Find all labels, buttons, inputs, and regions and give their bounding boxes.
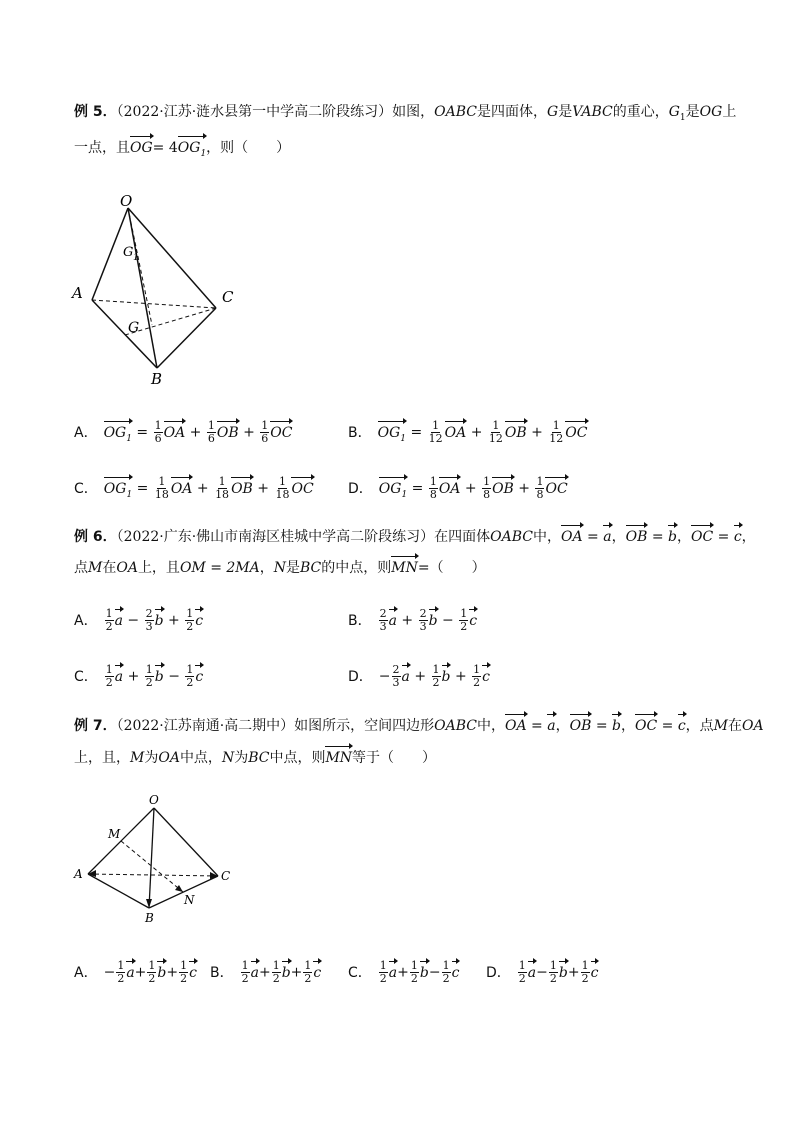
den: 3 (145, 620, 153, 633)
ex7-text: 上，且， (74, 750, 130, 766)
vector-b: b (281, 964, 291, 981)
sign: − (103, 964, 116, 981)
fraction (419, 608, 428, 633)
sub: 1 (126, 489, 133, 500)
fraction (548, 420, 564, 445)
vector-a: a (527, 964, 537, 981)
label-N: N (184, 893, 195, 907)
ex6-text: 上，且 (137, 560, 180, 576)
vector-OA: OA (438, 480, 461, 497)
vector-a: a (603, 529, 612, 545)
fraction (392, 664, 401, 689)
operator: + (567, 964, 580, 981)
edge-AC (88, 874, 218, 876)
den: 8 (536, 488, 544, 501)
num: 1 (278, 475, 286, 488)
ex6-var: N (273, 560, 286, 576)
den: 3 (379, 620, 387, 633)
vector-c: c (469, 612, 478, 629)
ex6-text: =（ ） (417, 560, 486, 576)
ex5-option-d[interactable]: D． $OG_1$ = $\frac{1}{8}$ OA + $\frac{1}{8}$ OB + $\frac{1}{8}$ OC (348, 476, 568, 504)
option-letter: A． (74, 964, 98, 981)
vector-a: a (114, 612, 123, 629)
num: 1 (261, 419, 269, 432)
operator: + (397, 964, 409, 981)
option-letter: C． (348, 964, 372, 981)
ex5-option-c[interactable]: C． $OG_1$ = $\frac{1}{18}$ OA + $\frac{1}{18}$ OB + $\frac{1}{18}$ OC (74, 476, 314, 504)
vector-a: a (250, 964, 259, 981)
den: 2 (180, 972, 188, 985)
label-O: O (120, 192, 133, 210)
fraction (303, 960, 312, 985)
operator: + (401, 612, 414, 629)
vector-OB: OB (625, 529, 648, 545)
label-O: O (149, 793, 159, 807)
fraction (549, 960, 558, 985)
ex7-source: （2022·江苏南通·高二期中） (116, 718, 295, 734)
num: 1 (218, 475, 226, 488)
num: 1 (207, 419, 215, 432)
label-G1-sub: 1 (133, 253, 139, 263)
ex7-var: OABC (434, 718, 478, 734)
fraction (410, 960, 419, 985)
vector-OG1 (378, 423, 406, 449)
den: 2 (442, 972, 450, 985)
vector-a: a (126, 964, 135, 981)
ex7-text: 在 (728, 718, 743, 734)
num: 1 (473, 663, 481, 676)
ex7-quadrilateral-figure (70, 790, 240, 930)
ex7-text: ，点 (685, 718, 714, 734)
ex5-sub: 1 (679, 112, 686, 123)
vector-c: c (451, 964, 460, 981)
den: 2 (186, 620, 194, 633)
option-letter: C． (74, 480, 98, 497)
fraction (488, 420, 504, 445)
fraction (145, 608, 154, 633)
vector-OB: OB (504, 424, 527, 441)
operator: + (127, 668, 140, 685)
ex7-option-c[interactable] (348, 960, 459, 985)
num: 1 (241, 959, 249, 972)
vector-b: b (558, 964, 568, 981)
fraction (581, 960, 590, 985)
num: 1 (186, 663, 194, 676)
den: 2 (148, 972, 156, 985)
ex6-text: ， (259, 560, 274, 576)
vector-OG1 (104, 479, 132, 505)
den: 8 (429, 488, 437, 501)
vector-OC: OC (634, 718, 658, 734)
vector-OC: OC (270, 424, 293, 441)
ex6-option-c[interactable] (74, 664, 203, 689)
vector-a: a (388, 964, 398, 981)
option-letter: B． (348, 424, 372, 441)
fraction (116, 960, 125, 985)
num: 1 (148, 959, 156, 972)
ex7-stem-line2 (74, 748, 436, 768)
ex6-var: OA (116, 560, 138, 576)
num: 2 (145, 607, 153, 620)
ex7-text: 如图所示，空间四边形 (294, 718, 435, 734)
vector-OC: OC (545, 480, 568, 497)
num: 1 (105, 663, 113, 676)
den: 2 (145, 676, 153, 689)
option-letter: B． (348, 612, 372, 629)
vector-MN: MN (325, 750, 353, 766)
sub: 1 (401, 489, 408, 500)
vector-OG1-text: OG (177, 140, 201, 156)
label-B: B (151, 370, 163, 388)
ex5-stem-line2 (74, 138, 290, 164)
label-M: M (108, 827, 121, 841)
ex5-text: 是四面体， (477, 104, 548, 120)
fraction (105, 608, 114, 633)
vector-OA: OA (163, 424, 186, 441)
num: 1 (442, 959, 450, 972)
ex5-option-a[interactable]: A． $OG_1$ = $\frac{1}{6}$ OA + $\frac{1}{6}$ OB + $\frac{1}{6}$ OC (74, 420, 292, 448)
ex7-text: 中， (477, 718, 506, 734)
ex5-text: 是 (685, 104, 700, 120)
den: 2 (410, 972, 418, 985)
ex6-var: BC (299, 560, 322, 576)
label-C: C (221, 869, 231, 883)
operator: + (258, 964, 271, 981)
fraction (147, 960, 156, 985)
ex6-text: 在四面体 (434, 529, 491, 545)
ex7-var: M (130, 750, 145, 766)
fraction (379, 960, 388, 985)
den: 2 (105, 620, 113, 633)
vector-c: c (482, 668, 490, 685)
ex5-text: 的重心， (612, 104, 669, 120)
num: 1 (552, 419, 560, 432)
num: 2 (379, 607, 387, 620)
vector-OC: OC (565, 424, 588, 441)
vector-a: a (401, 668, 410, 685)
vector-OA: OA (170, 480, 193, 497)
vector-c: c (313, 964, 322, 981)
ex5-sub: 1 (200, 148, 207, 159)
vector-text: OG (378, 480, 402, 497)
vector-b: b (428, 612, 438, 629)
vector-OG1 (178, 138, 206, 164)
vector-OC: OC (690, 529, 714, 545)
vector-c: c (733, 529, 742, 545)
vector-OA: OA (561, 529, 583, 545)
vector-c: c (195, 612, 204, 629)
vector-OB: OB (216, 424, 239, 441)
num: 1 (549, 959, 557, 972)
den: 12 (488, 432, 503, 445)
vector-text: OG (377, 424, 401, 441)
vector-b: b (668, 529, 677, 545)
ex7-text: 为 (234, 750, 249, 766)
den: 12 (549, 432, 564, 445)
label-A: A (74, 867, 83, 881)
option-letter: A． (74, 612, 98, 629)
ex5-var: VABC (572, 104, 613, 120)
num: 1 (272, 959, 280, 972)
ex7-stem-line1: 例 7．（2022·江苏南通·高二期中）如图所示，空间四边形OABC中，OA = a，OB = b，OC = c，点M在OA (74, 718, 764, 734)
den: 2 (304, 972, 312, 985)
ex5-var: G (547, 104, 559, 120)
ex7-var: OA (158, 750, 180, 766)
operator: − (536, 964, 548, 981)
edge-AB (88, 874, 149, 908)
den: 8 (483, 488, 491, 501)
option-letter: B． (210, 964, 234, 981)
operator: + (290, 964, 303, 981)
vector-OB: OB (492, 480, 514, 497)
ex6-var: OABC (490, 529, 534, 545)
ex6-text: 点 (74, 560, 88, 576)
edge-AC (92, 300, 216, 308)
edge-OB (149, 808, 154, 908)
ex5-text: 是 (558, 104, 573, 120)
den: 2 (241, 972, 249, 985)
option-letter: D． (348, 668, 373, 685)
operator: + (454, 668, 467, 685)
edge-OC (154, 808, 218, 876)
fraction (274, 476, 290, 501)
ex6-source: （2022·广东·佛山市南海区桂城中学高二阶段练习） (116, 529, 435, 545)
den: 12 (428, 432, 443, 445)
ex7-text: 等于（ ） (352, 750, 437, 766)
num: 1 (158, 475, 166, 488)
ex7-var: BC (248, 750, 270, 766)
ex7-text: 中点， (179, 750, 222, 766)
fraction (185, 664, 194, 689)
den: 6 (261, 432, 269, 445)
num: 1 (429, 475, 437, 488)
operator: − (428, 964, 441, 981)
vector-b: b (154, 612, 164, 629)
ex7-text: 为 (144, 750, 159, 766)
label-B: B (145, 911, 154, 925)
ex6-text: 是 (285, 560, 300, 576)
option-letter: C． (74, 668, 98, 685)
ex7-var: N (221, 750, 235, 766)
ex5-text: ，则（ ） (206, 140, 291, 156)
ex7-option-d[interactable] (486, 960, 598, 985)
fraction (272, 960, 281, 985)
edge-OB (128, 208, 157, 368)
fraction (105, 664, 114, 689)
vector-OB: OB (231, 480, 253, 497)
fraction (179, 960, 188, 985)
ex7-option-a[interactable] (74, 960, 197, 985)
num: 1 (518, 959, 526, 972)
vector-OA: OA (505, 718, 527, 734)
fraction (518, 960, 527, 985)
fraction (459, 608, 468, 633)
num: 1 (304, 959, 312, 972)
ex6-var: M (88, 560, 103, 576)
ex6-option-b[interactable] (348, 608, 477, 633)
ex5-option-b[interactable]: B． $OG_1$ = $\frac{1}{12}$ OA + $\frac{1}{12}$ OB + $\frac{1}{12}$ OC (348, 420, 588, 448)
num: 1 (154, 419, 162, 432)
ex5-var: OG (699, 104, 723, 120)
ex6-text: 在 (102, 560, 117, 576)
ex5-source: （2022·江苏·涟水县第一中学高二阶段练习） (116, 104, 393, 120)
ex7-var: OA (742, 718, 764, 734)
ex6-stem-line1: 例 6．（2022·广东·佛山市南海区桂城中学高二阶段练习）在四面体OABC中，OA = a，OB = b，OC = c， (74, 529, 756, 545)
vector-OG1 (379, 479, 407, 505)
num: 1 (432, 663, 440, 676)
ex6-text: 中， (533, 529, 562, 545)
den: 6 (154, 432, 162, 445)
ex5-text: = 4 (152, 140, 178, 156)
vector-b: b (419, 964, 429, 981)
label-A: A (72, 284, 83, 302)
ex5-text: 上 (722, 104, 737, 120)
ex7-option-b[interactable] (210, 960, 321, 985)
num: 1 (117, 959, 125, 972)
operator: − (442, 612, 454, 629)
ex5-text: 如图， (392, 104, 435, 120)
ex6-option-d[interactable] (348, 664, 490, 689)
den: 2 (432, 676, 440, 689)
fraction (429, 476, 438, 501)
fraction (154, 420, 163, 445)
ex6-label: 例 6． (74, 529, 117, 545)
vector-OC: OC (291, 480, 314, 497)
label-C: C (222, 288, 234, 306)
ex7-text: 中点，则 (269, 750, 326, 766)
vector-c: c (189, 964, 197, 981)
den: 2 (473, 676, 481, 689)
operator: + (168, 612, 180, 629)
ex5-tetrahedron-figure (70, 190, 250, 390)
operator: − (127, 612, 140, 629)
den: 2 (460, 620, 468, 633)
fraction (185, 608, 194, 633)
operator: + (414, 668, 427, 685)
vector-a: a (388, 612, 397, 629)
vector-MN: MN (391, 560, 418, 576)
ex5-var: G (668, 104, 680, 120)
num: 1 (410, 959, 418, 972)
ex5-text: 一点，且 (74, 140, 130, 156)
num: 2 (392, 663, 400, 676)
operator: + (134, 964, 147, 981)
fraction (260, 420, 269, 445)
num: 1 (379, 959, 387, 972)
operator: + (166, 964, 179, 981)
num: 1 (180, 959, 188, 972)
vector-text: OG (103, 424, 127, 441)
vector-c: c (195, 668, 204, 685)
den: 3 (392, 676, 400, 689)
den: 2 (379, 972, 387, 985)
vector-b: b (157, 964, 167, 981)
ex6-stem-line2 (74, 558, 486, 578)
num: 1 (581, 959, 589, 972)
label-G1: G (123, 245, 134, 260)
vector-OB: OB (569, 718, 592, 734)
vector-b: b (441, 668, 451, 685)
operator: − (168, 668, 180, 685)
den: 6 (207, 432, 215, 445)
ex5-stem-line1 (74, 102, 736, 128)
num: 1 (460, 607, 468, 620)
vector-text: OG (103, 480, 127, 497)
den: 2 (272, 972, 280, 985)
fraction (214, 476, 230, 501)
ex5-label: 例 5． (74, 104, 117, 120)
ex6-option-a[interactable] (74, 608, 203, 633)
num: 2 (419, 607, 427, 620)
den: 2 (186, 676, 194, 689)
num: 1 (105, 607, 113, 620)
fraction (535, 476, 544, 501)
fraction (207, 420, 216, 445)
option-letter: D． (348, 480, 373, 497)
sub: 1 (126, 433, 132, 444)
label-G: G (128, 320, 140, 336)
den: 18 (154, 488, 169, 501)
den: 18 (275, 488, 290, 501)
den: 18 (215, 488, 230, 501)
num: 1 (483, 475, 491, 488)
num: 1 (492, 419, 500, 432)
ex6-text: 的中点，则 (321, 560, 392, 576)
num: 1 (186, 607, 194, 620)
sub: 1 (400, 433, 407, 444)
fraction (432, 664, 441, 689)
vector-OG: OG (130, 140, 153, 156)
fraction (379, 608, 388, 633)
vector-c: c (677, 718, 686, 734)
fraction (482, 476, 491, 501)
num: 1 (145, 663, 153, 676)
fraction (472, 664, 481, 689)
segment-OG (128, 208, 152, 325)
vector-a: a (114, 668, 124, 685)
option-letter: D． (486, 964, 511, 981)
fraction (428, 420, 444, 445)
num: 1 (536, 475, 544, 488)
den: 2 (549, 972, 557, 985)
edge-OC (128, 208, 216, 308)
num: 1 (432, 419, 440, 432)
vector-OA: OA (444, 424, 467, 441)
fraction (241, 960, 250, 985)
ex5-var: OABC (434, 104, 478, 120)
fraction (145, 664, 154, 689)
option-letter: A． (74, 424, 98, 441)
fraction (154, 476, 170, 501)
den: 2 (105, 676, 113, 689)
ex7-label: 例 7． (74, 718, 117, 734)
den: 2 (581, 972, 589, 985)
ex7-var: M (713, 718, 729, 734)
vector-a: a (547, 718, 556, 734)
den: 2 (117, 972, 125, 985)
sign: − (378, 668, 391, 685)
ex6-var: OM = 2MA (179, 560, 260, 576)
fraction (442, 960, 451, 985)
vector-b: b (154, 668, 164, 685)
vector-OG1 (104, 423, 132, 449)
den: 2 (518, 972, 526, 985)
vector-c: c (590, 964, 599, 981)
den: 3 (419, 620, 427, 633)
vector-b: b (612, 718, 621, 734)
